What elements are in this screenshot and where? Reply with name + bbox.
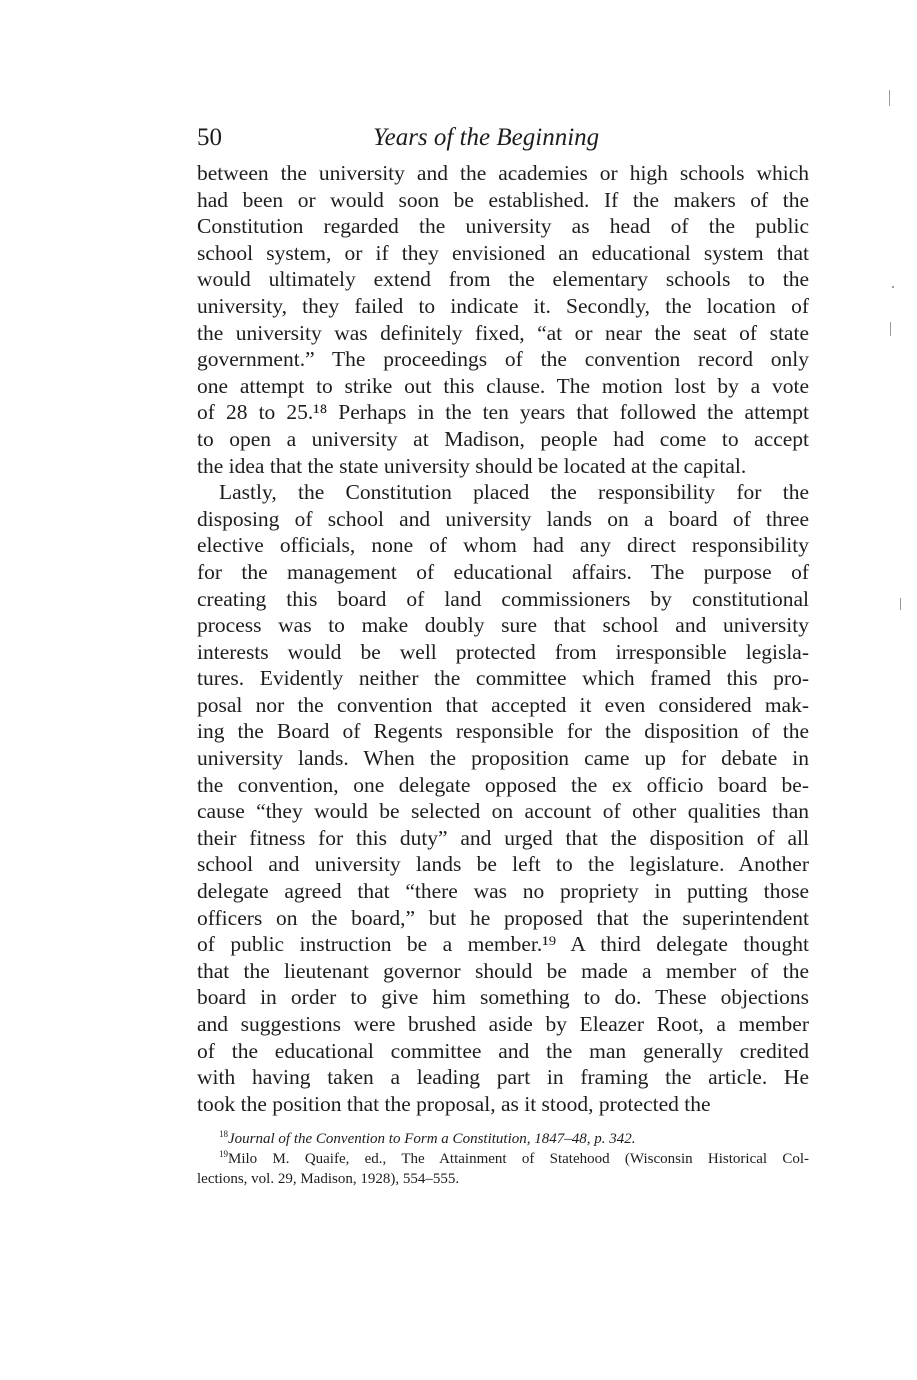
text-line: tures. Evidently neither the committee which framed this pro- <box>197 666 809 691</box>
page-number: 50 <box>197 124 222 151</box>
text-line: the idea that the state university should be located at the capital. <box>197 453 747 478</box>
text-line: board in order to give him something to do. These objections <box>197 985 809 1010</box>
text-line: officers on the board,” but he proposed that the superintendent <box>197 905 809 930</box>
scan-mark <box>900 598 901 610</box>
text-line: delegate agreed that “there was no propriety in putting those <box>197 879 809 904</box>
text-line: creating this board of land commissioners by constitutional <box>197 586 809 611</box>
text-line: and suggestions were brushed aside by Eleazer Root, a member <box>197 1012 809 1036</box>
footnote-19 <box>197 1149 809 1189</box>
text-line: government.” The proceedings of the convention record only <box>197 347 809 372</box>
text-line: cause “they would be selected on account of other qualities than <box>197 799 809 824</box>
running-head <box>197 118 809 160</box>
running-title: Years of the Beginning <box>373 124 600 151</box>
footnote-text: Journal of the Convention to Form a Constitution, 1847–48, p. 342. <box>228 1131 636 1148</box>
scan-mark <box>890 322 891 336</box>
text-line: disposing of school and university lands on a board of three <box>197 506 809 531</box>
text-line: between the university and the academies or high schools which <box>197 161 809 185</box>
text-line: to open a university at Madison, people had come to accept <box>197 426 809 451</box>
text-line: had been or would soon be established. If the makers of the <box>197 187 809 212</box>
text-line: of public instruction be a member.¹⁹ A third delegate thought <box>197 932 809 957</box>
text-line: elective officials, none of whom had any direct responsibility <box>197 533 809 558</box>
scan-mark <box>889 90 890 106</box>
page <box>197 118 809 1189</box>
text-line: their fitness for this duty” and urged that the disposition of all <box>197 825 809 850</box>
text-line: of 28 to 25.¹⁸ Perhaps in the ten years that followed the attempt <box>197 400 809 425</box>
scan-mark <box>892 286 894 288</box>
footnote-text: Milo M. Quaife, ed., The Attainment of Statehood (Wisconsin Historical Col- <box>228 1151 809 1168</box>
text-line: would ultimately extend from the elementary schools to the <box>197 267 809 292</box>
text-line: of the educational committee and the man generally credited <box>197 1038 809 1063</box>
text-line: university, they failed to indicate it. Secondly, the location of <box>197 293 809 318</box>
text-line: ing the Board of Regents responsible for the disposition of the <box>197 719 809 744</box>
text-line: Constitution regarded the university as head of the public <box>197 214 809 239</box>
text-line: for the management of educational affairs. The purpose of <box>197 559 809 584</box>
text-line: Lastly, the Constitution placed the responsibility for the <box>219 480 809 505</box>
text-line: university lands. When the proposition came up for debate in <box>197 746 809 771</box>
text-line: school system, or if they envisioned an educational system that <box>197 240 809 265</box>
paragraph-1 <box>197 160 809 479</box>
text-line: the convention, one delegate opposed the ex officio board be- <box>197 772 809 797</box>
paragraph-2 <box>197 479 809 1117</box>
footnote-line <box>197 1129 809 1149</box>
text-line: interests would be well protected from irresponsible legisla- <box>197 639 809 664</box>
footnote-line: lections, vol. 29, Madison, 1928), 554–555. <box>197 1171 460 1188</box>
text-line: took the position that the proposal, as it stood, protected the <box>197 1091 711 1116</box>
text-line: one attempt to strike out this clause. The motion lost by a vote <box>197 373 809 398</box>
body-text <box>197 160 809 1117</box>
footnote-line <box>197 1149 809 1169</box>
text-line: posal nor the convention that accepted it even considered mak- <box>197 692 809 717</box>
footnote-number: 19 <box>219 1149 228 1160</box>
text-line: that the lieutenant governor should be made a member of the <box>197 958 809 983</box>
text-line: with having taken a leading part in framing the article. He <box>197 1065 809 1090</box>
footnote-18 <box>197 1129 809 1149</box>
footnotes <box>197 1129 809 1189</box>
text-line: school and university lands be left to the legislature. Another <box>197 852 809 877</box>
footnote-number: 18 <box>219 1129 228 1140</box>
text-line: process was to make doubly sure that school and university <box>197 613 809 638</box>
text-line: the university was definitely fixed, “at or near the seat of state <box>197 320 809 345</box>
